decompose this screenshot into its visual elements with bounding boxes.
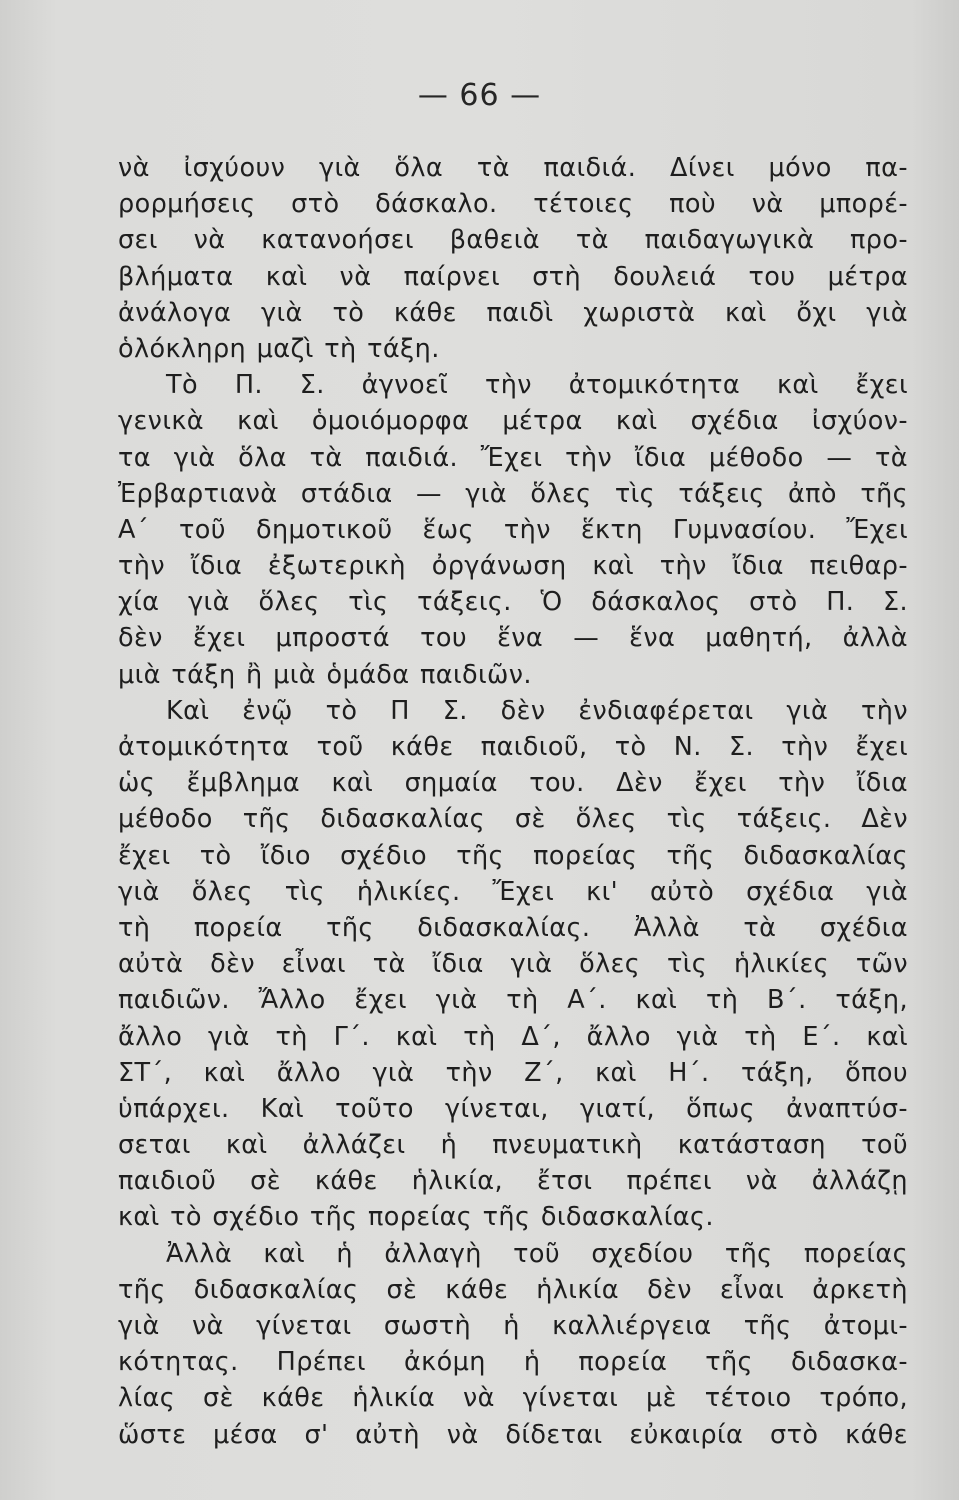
text-line: τῆς διδασκαλίας σὲ κάθε ἡλικία δὲν εἶναι ἀρκετὴ [118, 1274, 908, 1305]
text-line: ρορμήσεις στὸ δάσκαλο. τέτοιες ποὺ νὰ μπορέ- [118, 189, 908, 220]
text-line: κότητας. Πρέπει ἀκόμη ἡ πορεία τῆς διδασκα- [118, 1347, 908, 1378]
text-line: Ἀλλὰ καὶ ἡ ἀλλαγὴ τοῦ σχεδίου τῆς πορείας [166, 1238, 908, 1269]
text-line: ἀτομικότητα τοῦ κάθε παιδιοῦ, τὸ Ν. Σ. τὴν ἔχει [118, 732, 908, 762]
text-line: τὴ πορεία τῆς διδασκαλίας. Ἀλλὰ τὰ σχέδια [118, 912, 908, 943]
text-line: αὐτὰ δὲν εἶναι τὰ ἴδια γιὰ ὅλες τὶς ἡλικίες τῶν [118, 949, 908, 980]
text-line: γενικὰ καὶ ὁμοιόμορφα μέτρα καὶ σχέδια ἰσχύον- [118, 406, 908, 437]
text-line: λίας σὲ κάθε ἡλικία νὰ γίνεται μὲ τέτοιο τρόπο, [118, 1383, 908, 1414]
text-line: τὴν ἴδια ἐξωτερικὴ ὀργάνωση καὶ τὴν ἴδια πειθαρ- [118, 551, 908, 582]
text-line: γιὰ ὅλες τὶς ἡλικίες. Ἔχει κι' αὐτὸ σχέδια γιὰ [118, 876, 908, 907]
text-line: τα γιὰ ὅλα τὰ παιδιά. Ἔχει τὴν ἴδια μέθοδο — τὰ [118, 442, 908, 473]
text-line: παιδιοῦ σὲ κάθε ἡλικία, ἔτσι πρέπει νὰ ἀλλάζῃ [118, 1166, 908, 1197]
text-line: Α΄ τοῦ δημοτικοῦ ἕως τὴν ἕκτη Γυμνασίου. Ἔχει [118, 514, 908, 545]
text-line: γιὰ νὰ γίνεται σωστὴ ἡ καλλιέργεια τῆς ἀτομι- [118, 1311, 908, 1341]
text-line: ΣΤ΄, καὶ ἄλλο γιὰ τὴν Ζ΄, καὶ Η΄. τάξη, ὅπου [118, 1057, 908, 1088]
text-line: ὡς ἔμβλημα καὶ σημαία του. Δὲν ἔχει τὴν ἴδια [118, 768, 908, 799]
text-line: ὑπάρχει. Καὶ τοῦτο γίνεται, γιατί, ὅπως ἀναπτύσ- [118, 1093, 908, 1124]
text-line: νὰ ἰσχύουν γιὰ ὅλα τὰ παιδιά. Δίνει μόνο πα- [118, 153, 908, 183]
body-text [118, 150, 908, 1453]
text-line: καὶ τὸ σχέδιο τῆς πορείας τῆς διδασκαλίας. [118, 1202, 714, 1233]
text-line: σεται καὶ ἀλλάζει ἡ πνευματικὴ κατάσταση τοῦ [118, 1130, 908, 1161]
text-line: δὲν ἔχει μπροστά του ἕνα — ἕνα μαθητή, ἀλλὰ [118, 623, 908, 654]
text-line: ἀνάλογα γιὰ τὸ κάθε παιδὶ χωριστὰ καὶ ὄχι γιὰ [118, 297, 908, 328]
text-line: μέθοδο τῆς διδασκαλίας σὲ ὅλες τὶς τάξεις. Δὲν [118, 804, 908, 835]
text-line: ὁλόκληρη μαζὶ τὴ τάξη. [118, 333, 440, 364]
text-line: σει νὰ κατανοήσει βαθειὰ τὰ παιδαγωγικὰ προ- [118, 225, 908, 256]
text-line: Τὸ Π. Σ. ἀγνοεῖ τὴν ἀτομικότητα καὶ ἔχει [166, 370, 908, 401]
text-line: ὥστε μέσα σ' αὐτὴ νὰ δίδεται εὐκαιρία στὸ κάθε [118, 1419, 908, 1450]
text-line: βλήματα καὶ νὰ παίρνει στὴ δουλειά του μέτρα [118, 261, 908, 292]
text-line: ἄλλο γιὰ τὴ Γ΄. καὶ τὴ Δ΄, ἄλλο γιὰ τὴ Ε΄. καὶ [118, 1021, 908, 1052]
page-number: — 66 — [417, 78, 542, 113]
text-line: μιὰ τάξη ἢ μιὰ ὁμάδα παιδιῶν. [118, 659, 532, 690]
text-line: Ἐρβαρτιανὰ στάδια — γιὰ ὅλες τὶς τάξεις ἀπὸ τῆς [118, 478, 908, 509]
text-line: χία γιὰ ὅλες τὶς τάξεις. Ὁ δάσκαλος στὸ Π. Σ. [118, 587, 908, 618]
text-line: ἔχει τὸ ἴδιο σχέδιο τῆς πορείας τῆς διδασκαλίας [118, 840, 908, 871]
text-line: παιδιῶν. Ἄλλο ἔχει γιὰ τὴ Α΄. καὶ τὴ Β΄. τάξη, [118, 985, 908, 1016]
text-line: Καὶ ἐνῷ τὸ Π Σ. δὲν ἐνδιαφέρεται γιὰ τὴν [166, 695, 908, 726]
